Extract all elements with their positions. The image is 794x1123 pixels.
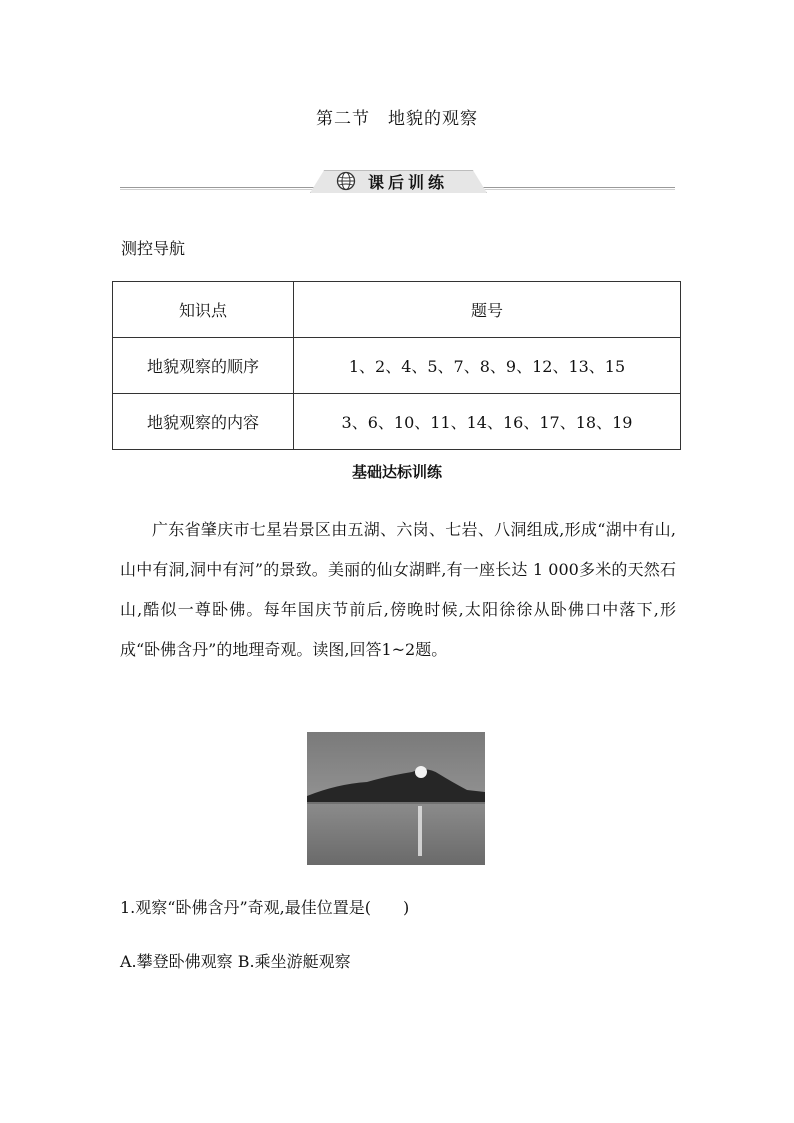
navigation-table <box>112 281 681 450</box>
sunset-photo <box>307 732 485 865</box>
header-knowledge-point: 知识点 <box>113 282 294 338</box>
section-banner <box>120 170 675 194</box>
page-title: 第二节 地貌的观察 <box>316 109 478 129</box>
reading-passage: 广东省肇庆市七星岩景区由五湖、六岗、七岩、八洞组成,形成“湖中有山,山中有洞,洞中有河”的景致。美丽的仙女湖畔,有一座长达 1 000多米的天然石山,酷似一尊卧佛。每年国庆节前后,傍晚时候,太阳徐徐从卧佛口中落下,形成“卧佛含丹”的地理奇观。读图,回答1~2题。 <box>120 520 676 659</box>
answer-options: A.攀登卧佛观察 B.乘坐游艇观察 <box>120 952 351 971</box>
table-row <box>113 338 681 394</box>
question-1: 1.观察“卧佛含丹”奇观,最佳位置是( ) <box>120 898 410 917</box>
table-cell-topic: 地貌观察的内容 <box>113 394 294 450</box>
banner-label: 课后训练 <box>368 173 449 192</box>
table-header-row <box>113 282 681 338</box>
table-cell-numbers: 3、6、10、11、14、16、17、18、19 <box>294 394 681 450</box>
sub-heading: 基础达标训练 <box>351 463 442 481</box>
table-cell-numbers: 1、2、4、5、7、8、9、12、13、15 <box>294 338 681 394</box>
section-heading: 测控导航 <box>121 239 186 258</box>
table-cell-topic: 地貌观察的顺序 <box>113 338 294 394</box>
header-question-numbers: 题号 <box>294 282 681 338</box>
table-row <box>113 394 681 450</box>
globe-icon <box>336 171 356 191</box>
